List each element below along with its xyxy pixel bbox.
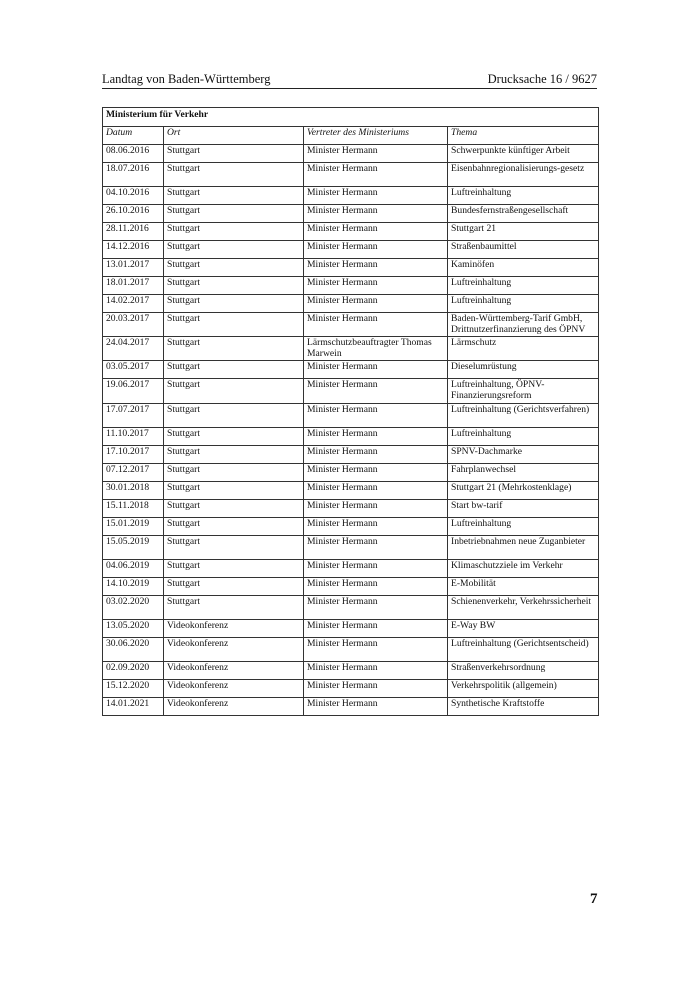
cell-vertreter: Minister Hermann xyxy=(304,361,448,379)
cell-datum: 03.05.2017 xyxy=(103,361,164,379)
cell-thema: Start bw-tarif xyxy=(448,499,599,517)
cell-ort: Stuttgart xyxy=(164,187,304,205)
cell-datum: 18.01.2017 xyxy=(103,277,164,295)
cell-datum: 17.07.2017 xyxy=(103,403,164,427)
column-header-vertreter: Vertreter des Ministeriums xyxy=(304,127,448,145)
table-row xyxy=(103,499,599,517)
table-row xyxy=(103,337,599,361)
cell-vertreter: Minister Hermann xyxy=(304,295,448,313)
cell-vertreter: Minister Hermann xyxy=(304,241,448,259)
table-row xyxy=(103,517,599,535)
cell-vertreter: Minister Hermann xyxy=(304,277,448,295)
cell-ort: Stuttgart xyxy=(164,163,304,187)
cell-vertreter: Minister Hermann xyxy=(304,427,448,445)
cell-datum: 13.01.2017 xyxy=(103,259,164,277)
column-header-row xyxy=(103,127,599,145)
cell-thema: Kaminöfen xyxy=(448,259,599,277)
table-body xyxy=(103,145,599,716)
cell-thema: Straßenbaumittel xyxy=(448,241,599,259)
cell-thema: Luftreinhaltung xyxy=(448,427,599,445)
cell-datum: 11.10.2017 xyxy=(103,427,164,445)
cell-thema: Luftreinhaltung, ÖPNV-Finanzierungsreform xyxy=(448,379,599,403)
ministry-meetings-table xyxy=(102,107,599,716)
cell-thema: Eisenbahnregionalisierungs-gesetz xyxy=(448,163,599,187)
cell-ort: Videokonferenz xyxy=(164,679,304,697)
cell-datum: 19.06.2017 xyxy=(103,379,164,403)
table-row xyxy=(103,205,599,223)
cell-datum: 15.12.2020 xyxy=(103,679,164,697)
table-row xyxy=(103,697,599,715)
cell-thema: Baden-Württemberg-Tarif GmbH, Drittnutzerfinanzierung des ÖPNV xyxy=(448,313,599,337)
cell-ort: Stuttgart xyxy=(164,379,304,403)
cell-datum: 30.01.2018 xyxy=(103,481,164,499)
cell-ort: Stuttgart xyxy=(164,595,304,619)
cell-ort: Stuttgart xyxy=(164,223,304,241)
cell-thema: E-Way BW xyxy=(448,619,599,637)
table-row xyxy=(103,277,599,295)
table-row xyxy=(103,259,599,277)
table-title: Ministerium für Verkehr xyxy=(103,108,599,127)
table-row xyxy=(103,619,599,637)
cell-vertreter: Minister Hermann xyxy=(304,379,448,403)
cell-datum: 02.09.2020 xyxy=(103,661,164,679)
cell-thema: SPNV-Dachmarke xyxy=(448,445,599,463)
cell-ort: Stuttgart xyxy=(164,277,304,295)
table-row xyxy=(103,187,599,205)
cell-datum: 28.11.2016 xyxy=(103,223,164,241)
column-header-ort: Ort xyxy=(164,127,304,145)
cell-ort: Stuttgart xyxy=(164,337,304,361)
cell-vertreter: Minister Hermann xyxy=(304,163,448,187)
table-row xyxy=(103,577,599,595)
cell-datum: 24.04.2017 xyxy=(103,337,164,361)
cell-ort: Videokonferenz xyxy=(164,661,304,679)
header-parliament-name: Landtag von Baden-Württemberg xyxy=(102,72,271,86)
cell-datum: 07.12.2017 xyxy=(103,463,164,481)
cell-thema: Stuttgart 21 xyxy=(448,223,599,241)
table-row xyxy=(103,295,599,313)
page-header xyxy=(102,72,597,89)
cell-vertreter: Lärmschutzbeauftragter Thomas Marwein xyxy=(304,337,448,361)
cell-ort: Stuttgart xyxy=(164,535,304,559)
table-row xyxy=(103,145,599,163)
cell-datum: 08.06.2016 xyxy=(103,145,164,163)
cell-vertreter: Minister Hermann xyxy=(304,559,448,577)
cell-vertreter: Minister Hermann xyxy=(304,445,448,463)
table-row xyxy=(103,535,599,559)
cell-ort: Stuttgart xyxy=(164,463,304,481)
cell-vertreter: Minister Hermann xyxy=(304,403,448,427)
cell-vertreter: Minister Hermann xyxy=(304,577,448,595)
table-row xyxy=(103,445,599,463)
cell-vertreter: Minister Hermann xyxy=(304,223,448,241)
cell-vertreter: Minister Hermann xyxy=(304,595,448,619)
cell-ort: Stuttgart xyxy=(164,427,304,445)
header-document-number: Drucksache 16 / 9627 xyxy=(487,72,597,86)
table-row xyxy=(103,661,599,679)
cell-vertreter: Minister Hermann xyxy=(304,481,448,499)
cell-datum: 15.01.2019 xyxy=(103,517,164,535)
cell-vertreter: Minister Hermann xyxy=(304,145,448,163)
column-header-datum: Datum xyxy=(103,127,164,145)
table-row xyxy=(103,427,599,445)
table-row xyxy=(103,559,599,577)
table-row xyxy=(103,679,599,697)
cell-datum: 18.07.2016 xyxy=(103,163,164,187)
cell-datum: 14.10.2019 xyxy=(103,577,164,595)
cell-thema: Schienenverkehr, Verkehrssicherheit xyxy=(448,595,599,619)
cell-datum: 04.06.2019 xyxy=(103,559,164,577)
cell-ort: Stuttgart xyxy=(164,295,304,313)
cell-thema: E-Mobilität xyxy=(448,577,599,595)
cell-vertreter: Minister Hermann xyxy=(304,535,448,559)
cell-ort: Videokonferenz xyxy=(164,697,304,715)
cell-datum: 15.11.2018 xyxy=(103,499,164,517)
cell-thema: Luftreinhaltung xyxy=(448,187,599,205)
cell-thema: Synthetische Kraftstoffe xyxy=(448,697,599,715)
cell-thema: Verkehrspolitik (allgemein) xyxy=(448,679,599,697)
table-row xyxy=(103,403,599,427)
cell-ort: Stuttgart xyxy=(164,313,304,337)
cell-datum: 17.10.2017 xyxy=(103,445,164,463)
cell-vertreter: Minister Hermann xyxy=(304,661,448,679)
cell-vertreter: Minister Hermann xyxy=(304,637,448,661)
cell-thema: Luftreinhaltung (Gerichtsentscheid) xyxy=(448,637,599,661)
cell-thema: Luftreinhaltung xyxy=(448,517,599,535)
page-number: 7 xyxy=(590,891,598,907)
cell-ort: Stuttgart xyxy=(164,259,304,277)
cell-ort: Stuttgart xyxy=(164,517,304,535)
cell-datum: 20.03.2017 xyxy=(103,313,164,337)
cell-ort: Stuttgart xyxy=(164,241,304,259)
cell-ort: Videokonferenz xyxy=(164,619,304,637)
cell-ort: Stuttgart xyxy=(164,559,304,577)
cell-datum: 14.02.2017 xyxy=(103,295,164,313)
table-row xyxy=(103,163,599,187)
table-row xyxy=(103,361,599,379)
cell-thema: Lärmschutz xyxy=(448,337,599,361)
table-row xyxy=(103,463,599,481)
cell-ort: Stuttgart xyxy=(164,481,304,499)
cell-vertreter: Minister Hermann xyxy=(304,463,448,481)
cell-vertreter: Minister Hermann xyxy=(304,313,448,337)
cell-thema: Dieselumrüstung xyxy=(448,361,599,379)
cell-ort: Stuttgart xyxy=(164,205,304,223)
cell-thema: Inbetriebnahmen neue Zuganbieter xyxy=(448,535,599,559)
table-row xyxy=(103,223,599,241)
cell-thema: Stuttgart 21 (Mehrkostenklage) xyxy=(448,481,599,499)
table-row xyxy=(103,481,599,499)
cell-thema: Bundesfernstraßengesellschaft xyxy=(448,205,599,223)
cell-ort: Videokonferenz xyxy=(164,637,304,661)
cell-ort: Stuttgart xyxy=(164,445,304,463)
cell-datum: 30.06.2020 xyxy=(103,637,164,661)
cell-thema: Straßenverkehrsordnung xyxy=(448,661,599,679)
cell-thema: Schwerpunkte künftiger Arbeit xyxy=(448,145,599,163)
cell-vertreter: Minister Hermann xyxy=(304,499,448,517)
cell-thema: Luftreinhaltung xyxy=(448,295,599,313)
cell-vertreter: Minister Hermann xyxy=(304,697,448,715)
cell-ort: Stuttgart xyxy=(164,403,304,427)
cell-ort: Stuttgart xyxy=(164,499,304,517)
cell-ort: Stuttgart xyxy=(164,145,304,163)
cell-thema: Klimaschutzziele im Verkehr xyxy=(448,559,599,577)
cell-vertreter: Minister Hermann xyxy=(304,187,448,205)
cell-vertreter: Minister Hermann xyxy=(304,205,448,223)
table-row xyxy=(103,313,599,337)
cell-thema: Luftreinhaltung xyxy=(448,277,599,295)
table-row xyxy=(103,241,599,259)
cell-datum: 26.10.2016 xyxy=(103,205,164,223)
table-row xyxy=(103,379,599,403)
cell-vertreter: Minister Hermann xyxy=(304,619,448,637)
cell-vertreter: Minister Hermann xyxy=(304,259,448,277)
column-header-thema: Thema xyxy=(448,127,599,145)
table-row xyxy=(103,595,599,619)
cell-datum: 14.01.2021 xyxy=(103,697,164,715)
table-row xyxy=(103,637,599,661)
cell-ort: Stuttgart xyxy=(164,577,304,595)
cell-datum: 15.05.2019 xyxy=(103,535,164,559)
cell-vertreter: Minister Hermann xyxy=(304,517,448,535)
cell-thema: Fahrplanwechsel xyxy=(448,463,599,481)
cell-ort: Stuttgart xyxy=(164,361,304,379)
cell-datum: 04.10.2016 xyxy=(103,187,164,205)
cell-datum: 14.12.2016 xyxy=(103,241,164,259)
cell-datum: 03.02.2020 xyxy=(103,595,164,619)
cell-vertreter: Minister Hermann xyxy=(304,679,448,697)
cell-datum: 13.05.2020 xyxy=(103,619,164,637)
cell-thema: Luftreinhaltung (Gerichtsverfahren) xyxy=(448,403,599,427)
